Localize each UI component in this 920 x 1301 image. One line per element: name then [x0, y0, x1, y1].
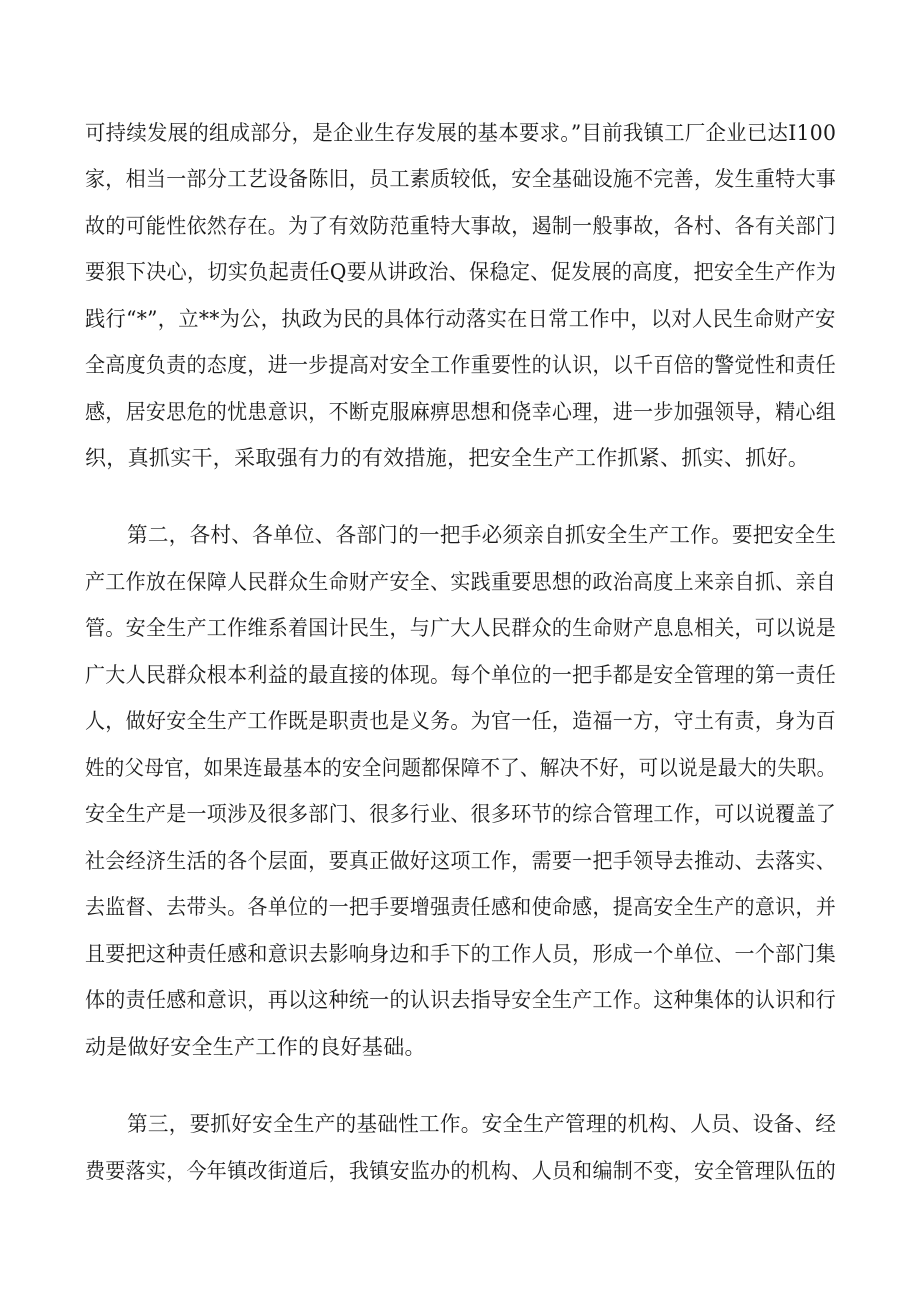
paragraph-line: 故的可能性依然存在。为了有效防范重特大事故，遏制一般事故，各村、各有关部门 — [85, 214, 837, 238]
paragraph-line: 社会经济生活的各个层面，要真正做好这项工作，需要一把手领导去推动、去落实、 — [85, 849, 837, 873]
paragraph-line: 去监督、去带头。各单位的一把手要增强责任感和使命感，提高安全生产的意识，并 — [85, 895, 837, 919]
paragraph-line: 安全生产是一项涉及很多部门、很多行业、很多环节的综合管理工作，可以说覆盖了 — [85, 802, 837, 826]
paragraph-line: 姓的父母官，如果连最基本的安全问题都保障不了、解决不好，可以说是最大的失职。 — [85, 756, 837, 780]
paragraph-line: 第二，各村、各单位、各部门的一把手必须亲自抓安全生产工作。要把安全生 — [127, 523, 837, 547]
paragraph-line: 体的责任感和意识，再以这种统一的认识去指导安全生产工作。这种集体的认识和行 — [85, 988, 837, 1012]
paragraph-line: 动是做好安全生产工作的良好基础。 — [85, 1035, 426, 1059]
paragraph-line: 管。安全生产工作维系着国计民生，与广大人民群众的生命财产息息相关，可以说是 — [85, 616, 837, 640]
paragraph-line: 产工作放在保障人民群众生命财产安全、实践重要思想的政治高度上来亲自抓、亲自 — [85, 570, 837, 594]
paragraph-line: 践行“*”，立**为公，执政为民的具体行动落实在日常工作中，以对人民生命财产安 — [85, 307, 836, 331]
paragraph-line: 家，相当一部分工艺设备陈旧，员工素质较低，安全基础设施不完善，发生重特大事 — [85, 167, 837, 191]
paragraph-line: 人，做好安全生产工作既是职责也是义务。为官一任，造福一方，守土有责，身为百 — [85, 709, 837, 733]
paragraph-line: 费要落实，今年镇改街道后，我镇安监办的机构、人员和编制不变，安全管理队伍的 — [85, 1159, 837, 1183]
paragraph-line: 全高度负责的态度，进一步提高对安全工作重要性的认识，以千百倍的警觉性和责任 — [85, 353, 837, 377]
paragraph-line: 第三，要抓好安全生产的基础性工作。安全生产管理的机构、人员、设备、经 — [127, 1112, 837, 1136]
paragraph-line: 织，真抓实干，采取强有力的有效措施，把安全生产工作抓紧、抓实、抓好。 — [85, 446, 810, 470]
paragraph-line: 且要把这种责任感和意识去影响身边和手下的工作人员，形成一个单位、一个部门集 — [85, 942, 837, 966]
paragraph-line: 可持续发展的组成部分，是企业生存发展的基本要求。”目前我镇工厂企业已达I100 — [85, 121, 837, 145]
paragraph-line: 要狠下决心，切实负起责任Q要从讲政治、保稳定、促发展的高度，把安全生产作为 — [85, 260, 837, 284]
paragraph-line: 广大人民群众根本利益的最直接的体现。每个单位的一把手都是安全管理的第一责任 — [85, 663, 837, 687]
paragraph-line: 感，居安思危的忧患意识，不断克服麻痹思想和侥幸心理，进一步加强领导，精心组 — [85, 400, 837, 424]
